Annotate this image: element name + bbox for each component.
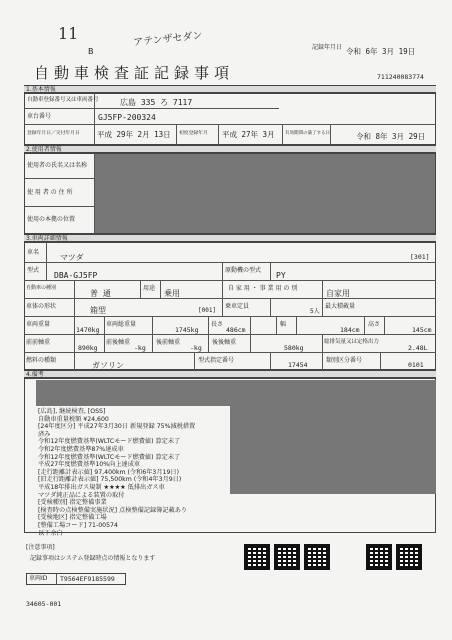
maker-label: 車名 <box>27 249 40 256</box>
handwritten-mark: 11 <box>58 24 79 43</box>
purpose-value: 自家用 <box>326 289 350 298</box>
capacity-value: 5人 <box>310 308 320 315</box>
height-value: 145cm <box>412 326 432 334</box>
capacity-label: 乗車定員 <box>225 303 250 310</box>
front-rear-axle-label: 前後軸重 <box>106 339 131 346</box>
chassis-value: GJ5FP-200324 <box>98 113 156 122</box>
class-number-label: 類別区分番号 <box>326 357 363 364</box>
fuel-value: ガソリン <box>92 361 124 370</box>
first-reg-label: 登録年月日／交付年月日 <box>27 131 80 136</box>
vehicle-id-value: T9564EF9185599 <box>60 575 115 583</box>
max-load-label: 最大積載量 <box>325 303 356 310</box>
expiry-value: 令和 8年 3月 29日 <box>356 132 426 141</box>
qr-code-icon <box>304 544 330 570</box>
remark-line: [受検地区] 指定整備工場 <box>38 514 107 522</box>
remark-line: 以下余白 <box>38 529 63 537</box>
class-number-value: 0101 <box>408 361 424 369</box>
expiry-label: 有効期間の満了する日 <box>285 131 330 136</box>
height-label: 高さ <box>368 321 381 328</box>
remark-line: [整備工場コード] 71-00574 <box>38 521 118 529</box>
document-number: 711240083774 <box>377 73 424 81</box>
maker-value: マツダ <box>60 253 84 262</box>
remark-line: 平成27年度燃費基準10%向上達成車 <box>38 461 141 469</box>
record-date-value: 令和 6年 3月 19日 <box>346 47 416 56</box>
remark-line: 令和12年度燃費基準(WLTCモード燃費値) 算定未了 <box>38 438 181 446</box>
purpose-label: 自 家 用 ・ 事 業 用 の 別 <box>228 285 298 292</box>
first-reg-ym-label: 初度登録年月 <box>179 131 208 136</box>
displacement-value: 2.48L <box>408 344 428 352</box>
use-label: 用途 <box>143 285 156 292</box>
vehicle-id-label: 車両ID <box>29 575 48 582</box>
gross-weight-label: 車両総重量 <box>106 321 137 328</box>
vehicle-kind-value: 普 通 <box>90 289 111 298</box>
remark-line: [24年度区分] 平成27年3月30日 新規登録 75%減税措置 <box>38 423 196 431</box>
user-address-label: 使 用 者 の 住 所 <box>27 189 73 196</box>
weight-value: 1470kg <box>76 326 100 334</box>
remark-line: [広島], 継続検査, [OSS] <box>38 408 106 415</box>
user-name-label: 使用者の氏名又は名称 <box>27 162 88 169</box>
weight-label: 車両重量 <box>26 321 51 328</box>
redacted-remarks-top <box>36 380 436 406</box>
remark-line: 平成18年排出ガス規制 ★★★★ 低排出ガス車 <box>38 483 165 491</box>
redacted-user-block <box>95 154 435 233</box>
remark-line: 令和2年度燃費基準87%達成車 <box>38 445 124 453</box>
length-value: 486cm <box>226 326 246 334</box>
use-value: 乗用 <box>164 289 180 298</box>
displacement-label: 総排気量又は定格出力 <box>324 339 380 345</box>
section-remarks-header: 4.備考 <box>24 370 436 378</box>
reg-number-value: 広島 335 ろ 7117 <box>120 98 193 107</box>
chassis-label: 車台番号 <box>27 113 52 120</box>
remark-line: [受検種別] 指定整備事業 <box>38 499 107 507</box>
rear-front-axle-label: 後前軸重 <box>156 339 181 346</box>
page-code: 34605-001 <box>26 600 62 608</box>
engine-type-value: PY <box>276 271 286 280</box>
first-reg-value: 平成 29年 2月 13日 <box>97 130 171 139</box>
first-reg-ym-value: 平成 27年 3月 <box>222 130 275 139</box>
section-basic-header: 1.基本情報 <box>24 85 436 93</box>
model-value: DBA-GJ5FP <box>54 271 98 280</box>
section-vehicle-header: 3.車両詳細情報 <box>24 234 436 242</box>
qr-code-icon <box>274 544 300 570</box>
remark-line: 済み <box>38 430 51 438</box>
qr-code-icon <box>396 544 422 570</box>
remark-line: [検査時の点検整備実施状況] 点検整備記録簿記載あり <box>38 506 188 514</box>
engine-type-label: 原動機の型式 <box>225 267 262 274</box>
vehicle-kind-label: 自動車の種別 <box>26 285 57 291</box>
front-front-axle-value: 890kg <box>78 344 98 352</box>
redacted-remarks-right <box>230 406 436 494</box>
maker-code: [301] <box>410 253 430 261</box>
qr-code-icon <box>366 544 392 570</box>
front-rear-axle-value: -kg <box>134 344 146 352</box>
rear-front-axle-value: -kg <box>190 344 202 352</box>
notice-label: [注意事項] <box>26 544 55 551</box>
body-shape-code: [001] <box>198 307 217 314</box>
remark-line: 自動車重量税額 ¥24,600 <box>38 415 109 423</box>
section-user-header: 2.使用者情報 <box>24 145 436 153</box>
fuel-label: 燃料の種類 <box>26 357 57 364</box>
remark-line: マツダ純正品による装置の取付 <box>38 491 125 499</box>
remark-line: [走行距離計表示値] 97,400km (令和6年3月19日) <box>38 468 180 476</box>
length-label: 長さ <box>211 321 224 328</box>
body-shape-value: 箱型 <box>90 306 106 315</box>
handwritten-note: アテンザセダン <box>132 30 204 49</box>
gross-weight-value: 1745kg <box>175 326 199 334</box>
model-label: 型式 <box>27 267 40 274</box>
width-value: 184cm <box>340 326 360 334</box>
type-number-value: 17454 <box>288 361 308 369</box>
remarks-list <box>38 408 195 537</box>
rear-rear-axle-value: 580kg <box>284 344 304 352</box>
type-number-label: 型式指定番号 <box>198 357 235 364</box>
notice-text: 記録事項はシステム登録時点の情報となります <box>30 555 156 562</box>
base-location-label: 使用の本拠の位置 <box>27 216 76 223</box>
page-title: 自動車検査証記録事項 <box>34 64 235 82</box>
front-front-axle-label: 前前軸重 <box>26 339 51 346</box>
remark-line: 令和12年度燃費基準(WLTCモード燃費値) 算定未了 <box>38 453 181 461</box>
width-label: 幅 <box>280 321 287 328</box>
handwritten-letter: B <box>88 47 94 56</box>
record-date-label: 記録年月日 <box>312 44 343 51</box>
qr-code-icon <box>244 544 270 570</box>
body-shape-label: 車体の形状 <box>26 303 57 310</box>
rear-rear-axle-label: 後後軸重 <box>212 339 237 346</box>
reg-number-label: 自動車登録番号又は車両番号 <box>27 97 99 103</box>
remark-line: [旧走行距離計表示値] 75,500km (令和4年3月9日) <box>38 476 182 484</box>
